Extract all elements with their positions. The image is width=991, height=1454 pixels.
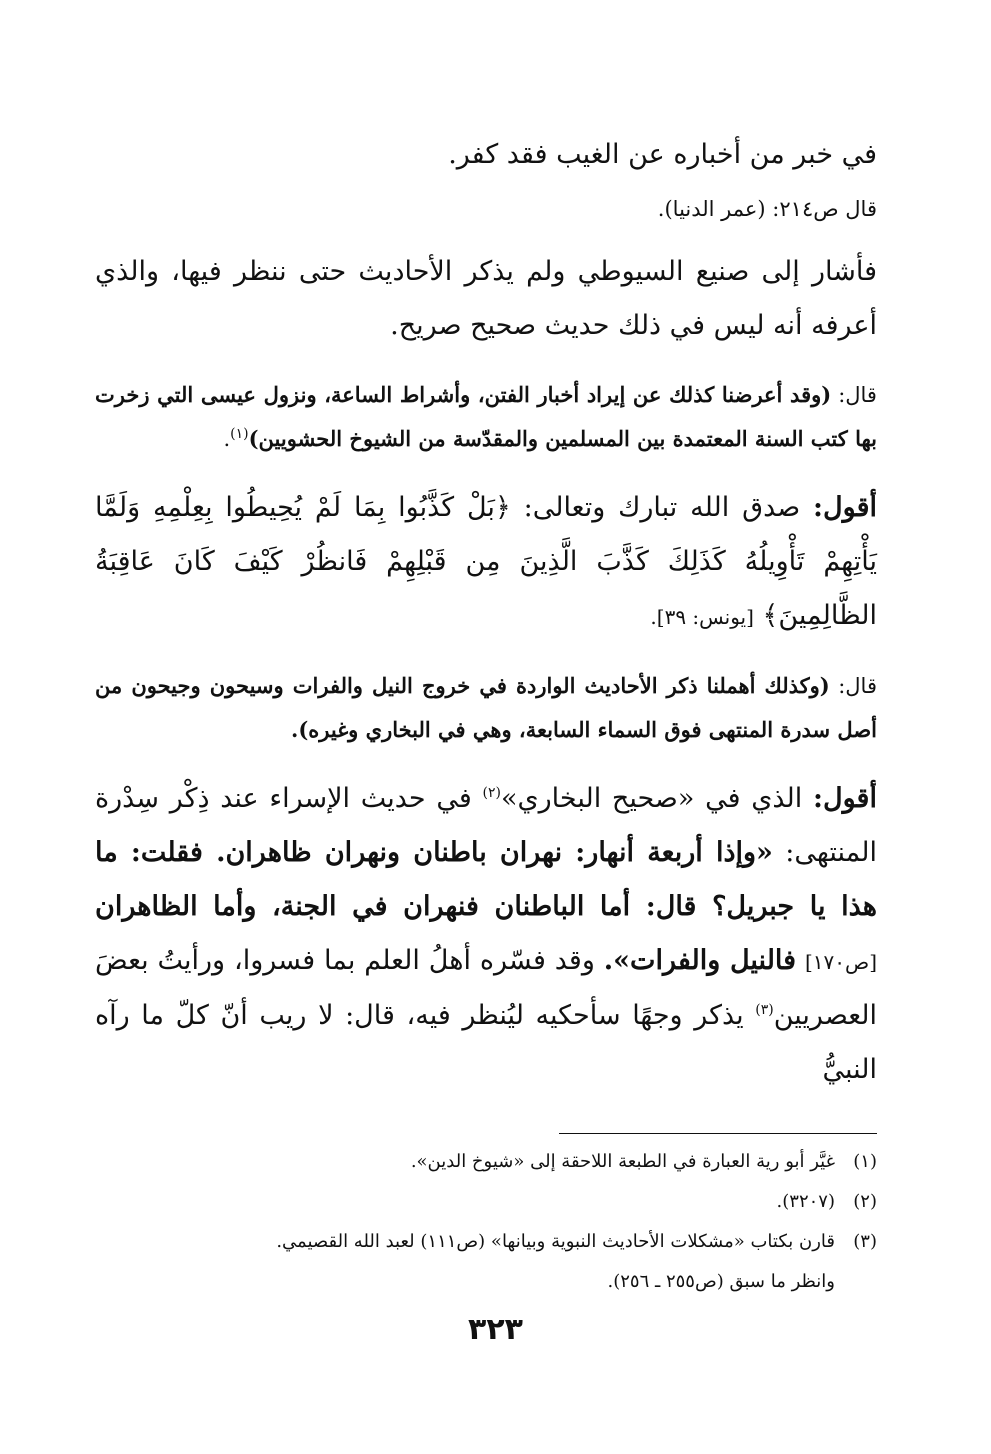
footnote-1-number: (١) bbox=[853, 1151, 877, 1172]
footnote-ref-1: (١) bbox=[230, 426, 249, 442]
paragraph-commentary-3 bbox=[95, 772, 877, 1097]
paragraph-quote-2 bbox=[95, 664, 877, 752]
quote-2-lead: قال: bbox=[838, 674, 877, 698]
page-reference: [ص١٧٠] bbox=[804, 950, 877, 974]
continuation-text: في خبر من أخباره عن الغيب فقد كفر. bbox=[448, 139, 877, 170]
verse-citation: [يونس: ٣٩]. bbox=[650, 605, 754, 629]
hadith-quote-1: «وإذا أربعة أنهار: نهران باطنان ونهران ظاهران. فقلت: ما هذا يا جبريل؟ قال: أما الباطنان فنهران في الجنة، وأما الظاهران bbox=[95, 837, 877, 922]
paragraph-commentary-2 bbox=[95, 481, 877, 644]
footnote-2 bbox=[95, 1182, 877, 1222]
page-number: ٣٢٣ bbox=[468, 1312, 523, 1347]
commentary-3-part-a: الذي في «صحيح البخاري» bbox=[500, 783, 803, 814]
quran-verse: ﴿بَلْ كَذَّبُوا بِمَا لَمْ يُحِيطُوا بِعِلْمِهِ وَلَمَّا يَأْتِهِمْ تَأْوِيلُهُ كَذَلِكَ كَذَّبَ الَّذِينَ مِن قَبْلِهِمْ فَانظُرْ كَيْفَ كَانَ عَاقِبَةُ الظَّالِمِينَ﴾ bbox=[95, 492, 877, 631]
quote-2-text: (وكذلك أهملنا ذكر الأحاديث الواردة في خروج النيل والفرات وسيحون وجيحون من أصل سدرة المنتهى فوق السماء السابعة، وهي في البخاري وغيره). bbox=[95, 673, 877, 742]
footnote-1-text: غيَّر أبو رية العبارة في الطبعة اللاحقة إلى «شيوخ الدين». bbox=[410, 1151, 835, 1172]
commentary-2-lead: أقول: bbox=[813, 492, 877, 523]
footnote-3-number: (٣) bbox=[853, 1231, 877, 1252]
footnote-3-text: قارن بكتاب «مشكلات الأحاديث النبوية وبيانها» (ص١١١) لعبد الله القصيمي. bbox=[276, 1231, 835, 1252]
quote-1-text: (وقد أعرضنا كذلك عن إيراد أخبار الفتن، وأشراط الساعة، ونزول عيسى التي زخرت بها كتب السنة المعتمدة بين المسلمين والمقدّسة من الشيوخ الحشويين) bbox=[95, 382, 877, 451]
hadith-quote-2: فالنيل والفرات». bbox=[603, 945, 797, 976]
footnote-2-number: (٢) bbox=[853, 1191, 877, 1212]
footnote-3 bbox=[95, 1222, 877, 1302]
commentary-2-text: صدق الله تبارك وتعالى: bbox=[523, 492, 801, 523]
quote-1-end: . bbox=[223, 427, 231, 451]
commentary-3-part-d: يذكر وجهًا سأحكيه ليُنظر فيه، قال: لا ريب أنّ كلّ ما رآه النبيُّ bbox=[95, 1000, 877, 1085]
paragraph-quote-1 bbox=[95, 373, 877, 461]
commentary-3-part-c: وقد فسّره أهلُ العلم بما فسروا، ورأيتُ بعضَ العصريين bbox=[95, 945, 877, 1031]
paragraph-continuation bbox=[95, 128, 877, 182]
footnote-1 bbox=[95, 1142, 877, 1182]
paragraph-commentary-1 bbox=[95, 245, 877, 353]
quote-header-text: قال ص٢١٤: (عمر الدنيا). bbox=[657, 197, 877, 221]
footnote-ref-3: (٣) bbox=[755, 1002, 774, 1018]
page-body bbox=[95, 128, 877, 1302]
footnote-divider bbox=[559, 1133, 877, 1134]
commentary-3-lead: أقول: bbox=[813, 783, 877, 814]
commentary-3-part-b: في حديث الإسراء عند ذِكْر سِدْرة المنتهى: bbox=[95, 783, 877, 868]
footnote-2-text: (٣٢٠٧). bbox=[776, 1191, 835, 1212]
paragraph-quote-header bbox=[95, 188, 877, 231]
footnote-3-continuation: وانظر ما سبق (ص٢٥٥ ـ ٢٥٦). bbox=[607, 1271, 835, 1292]
commentary-1-text: فأشار إلى صنيع السيوطي ولم يذكر الأحاديث حتى ننظر فيها، والذي أعرفه أنه ليس في ذلك حديث صحيح صريح. bbox=[95, 256, 877, 341]
footnote-ref-2: (٢) bbox=[482, 785, 501, 801]
quote-1-lead: قال: bbox=[838, 383, 877, 407]
